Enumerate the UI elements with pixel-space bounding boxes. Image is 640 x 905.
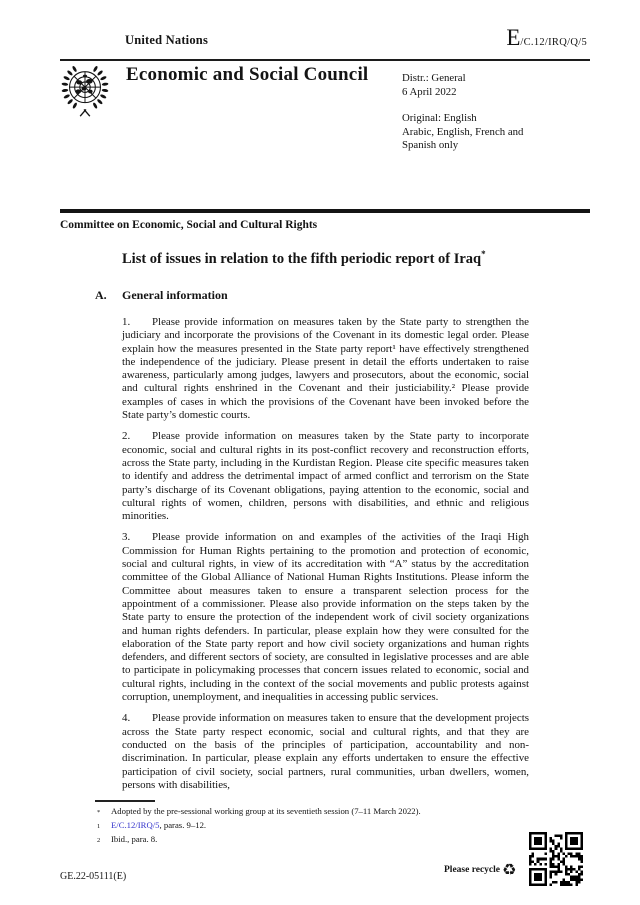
symbol-rest: /C.12/IRQ/Q/5 <box>520 37 587 48</box>
paragraph-text: Please provide information on measures taken by the State party to strengthen the judiciary and incorporate the provisions of the Covenant in its domestic legal order. Please explain how the measures presented in the State party report¹ have effectively strengthened the independence of the judiciary. Please present in detail the efforts undertaken to raise awareness, particularly among judges, lawyers and prosecutors, about the economic, social and cultural rights enshrined in the Covenant and their justiciability.² Please provide examples of cases in which the provisions of the Covenant have been invoked before the State party’s domestic courts. <box>122 316 529 422</box>
footnote-separator <box>95 800 155 802</box>
footnote-marker: * <box>97 809 101 816</box>
document-title <box>122 249 577 268</box>
footnote-marker: 1 <box>97 823 101 830</box>
date-line: 6 April 2022 <box>402 85 457 98</box>
document-title-text: List of issues in relation to the fifth periodic report of Iraq <box>122 250 482 267</box>
paragraph-number: 4. <box>122 712 131 725</box>
footnote-text: Adopted by the pre-sessional working group at its seventieth session (7–11 March 2022). <box>111 806 421 816</box>
section-title: General information <box>122 288 228 302</box>
un-emblem-icon <box>56 63 114 121</box>
section-label: A. <box>95 288 107 302</box>
footnote-asterisk <box>95 805 540 819</box>
paragraph-number: 1. <box>122 316 131 328</box>
distr-line: Distr.: General <box>402 72 466 84</box>
separator-bar <box>60 209 590 213</box>
council-title: Economic and Social Council <box>126 64 369 85</box>
job-number: GE.22-05111(E) <box>60 871 127 882</box>
recycle-label: Please recycle <box>444 865 500 875</box>
paragraph-text: Please provide information on measures taken by the State party to incorporate economic, social and cultural rights in its post-conflict recovery and reconstruction efforts, across the State party, including in the Kurdistan Region. Please cite specific measures taken to identify and address the detrimental impact of armed conflict and terrorism on the State party’s discharge of its Covenant obligations, paying attention to the economic, social and cultural rights of women, children, persons with disabilities, and ethnic and religious minorities. <box>122 430 529 523</box>
please-recycle <box>444 862 516 878</box>
paragraph-3 <box>122 531 529 704</box>
title-footnote-marker: * <box>481 249 486 259</box>
body-text <box>122 316 529 800</box>
org-name: United Nations <box>125 33 209 47</box>
document-symbol <box>506 26 587 49</box>
paragraph-1 <box>122 316 529 422</box>
original-language-line: Original: English <box>402 112 477 124</box>
footnote-text: Ibid., para. 8. <box>111 834 158 844</box>
paragraph-number: 3. <box>122 531 131 544</box>
paragraph-2 <box>122 430 529 523</box>
paragraph-4 <box>122 712 529 792</box>
committee-name: Committee on Economic, Social and Cultural Rights <box>60 219 318 231</box>
symbol-prefix: E <box>506 25 521 50</box>
footnote-1 <box>95 819 540 833</box>
footnotes <box>95 805 540 847</box>
footnote-marker: 2 <box>97 837 101 844</box>
footnote-text-rest: , paras. 9–12. <box>159 820 207 830</box>
paragraph-text: Please provide information on and examples of the activities of the Iraqi High Commission for Human Rights pertaining to the promotion and protection of economic, social and cultural rights, in view of its accreditation with “A” status by the accreditation committee of the Global Alliance of National Human Rights Institutions. Please inform the Committee about measures taken to ensure a transparent selection process for the appointment of a commissioner. Please also provide information on the steps taken by the State party to ensure the protection of the independent work of civil society organizations and human rights defenders. In particular, please explain how they were consulted for the elaboration of the State party report and how civil society organizations and human rights defenders, and different sectors of society, are consulted in legislative processes and are able to participate in policymaking processes that concern issues related to economic, social and cultural rights, including in the context of the social movements and public protests against corruption, unemployment, and inequalities in accessing public services. <box>122 531 529 704</box>
languages-line-1: Arabic, English, French and <box>402 125 524 138</box>
languages-line-2: Spanish only <box>402 139 459 151</box>
footnote-2 <box>95 833 540 847</box>
recycle-icon: ♻ <box>502 860 517 879</box>
header-rule <box>60 59 590 61</box>
footnote-text <box>111 819 206 833</box>
paragraph-text: Please provide information on measures taken to ensure that the development projects across the State party respect economic, social and cultural rights, and that they are conducted on the basis of the principles of participation, accountability and non-discrimination. In particular, please explain any efforts undertaken to ensure the effective participation of civil society, social partners, rural communities, urban dwellers, women, persons with disabilities, <box>122 712 529 791</box>
paragraph-number: 2. <box>122 430 131 443</box>
qr-code <box>529 832 583 886</box>
section-heading <box>95 288 228 303</box>
document-reference-link[interactable]: E/C.12/IRQ/5 <box>111 820 160 830</box>
document-meta <box>402 72 572 166</box>
